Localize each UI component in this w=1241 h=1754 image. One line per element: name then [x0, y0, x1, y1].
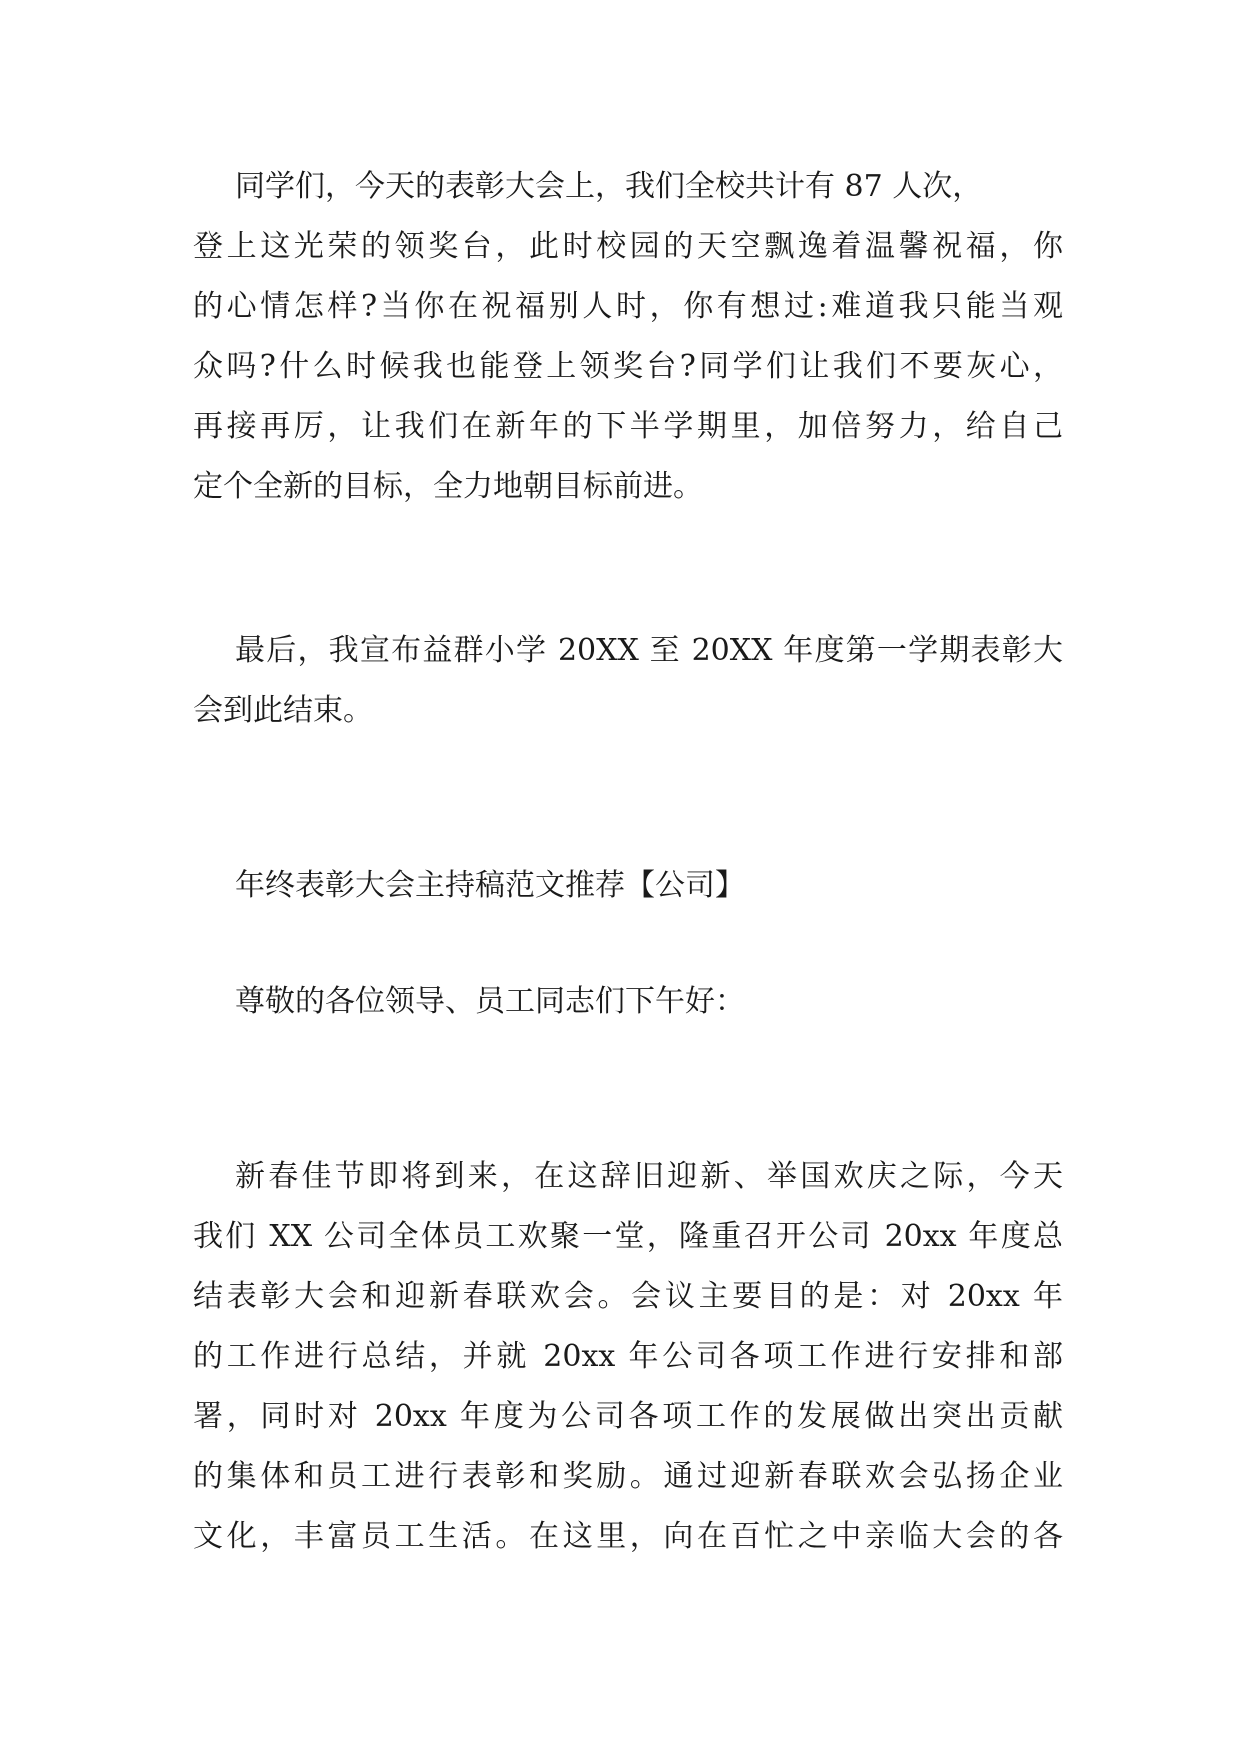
paragraph-company-intro — [193, 1147, 1063, 1567]
paragraph-line: 的集体和员工进行表彰和奖励。通过迎新春联欢会弘扬企业 — [193, 1459, 1063, 1494]
section-title — [193, 856, 1063, 916]
paragraph-line: 登上这光荣的领奖台，此时校园的天空飘逸着温馨祝福，你 — [193, 229, 1063, 264]
greeting — [193, 972, 1063, 1032]
paragraph-line: 署，同时对 20xx 年度为公司各项工作的发展做出突出贡献 — [193, 1399, 1063, 1434]
paragraph-line: 文化，丰富员工生活。在这里，向在百忙之中亲临大会的各 — [193, 1519, 1063, 1554]
paragraph-line: 再接再厉，让我们在新年的下半学期里，加倍努力，给自己 — [193, 409, 1063, 444]
paragraph-line: 定个全新的目标，全力地朝目标前进。 — [193, 469, 703, 504]
section-title-text: 年终表彰大会主持稿范文推荐【公司】 — [235, 868, 745, 903]
paragraph-line: 同学们，今天的表彰大会上，我们全校共计有 87 人次， — [235, 169, 983, 204]
paragraph-line: 的心情怎样?当你在祝福别人时，你有想过:难道我只能当观 — [193, 289, 1063, 324]
greeting-text: 尊敬的各位领导、员工同志们下午好： — [235, 984, 745, 1019]
paragraph-awards-speech — [193, 157, 1063, 517]
paragraph-closing-announcement — [193, 621, 1063, 741]
paragraph-line: 会到此结束。 — [193, 693, 373, 728]
paragraph-line: 最后，我宣布益群小学 20XX 至 20XX 年度第一学期表彰大 — [235, 633, 1063, 668]
paragraph-line: 的工作进行总结，并就 20xx 年公司各项工作进行安排和部 — [193, 1339, 1063, 1374]
paragraph-line: 结表彰大会和迎新春联欢会。会议主要目的是：对 20xx 年 — [193, 1279, 1063, 1314]
paragraph-line: 众吗?什么时候我也能登上领奖台?同学们让我们不要灰心， — [193, 349, 1063, 384]
paragraph-line: 新春佳节即将到来，在这辞旧迎新、举国欢庆之际，今天 — [235, 1159, 1063, 1194]
paragraph-line: 我们 XX 公司全体员工欢聚一堂，隆重召开公司 20xx 年度总 — [193, 1219, 1063, 1254]
